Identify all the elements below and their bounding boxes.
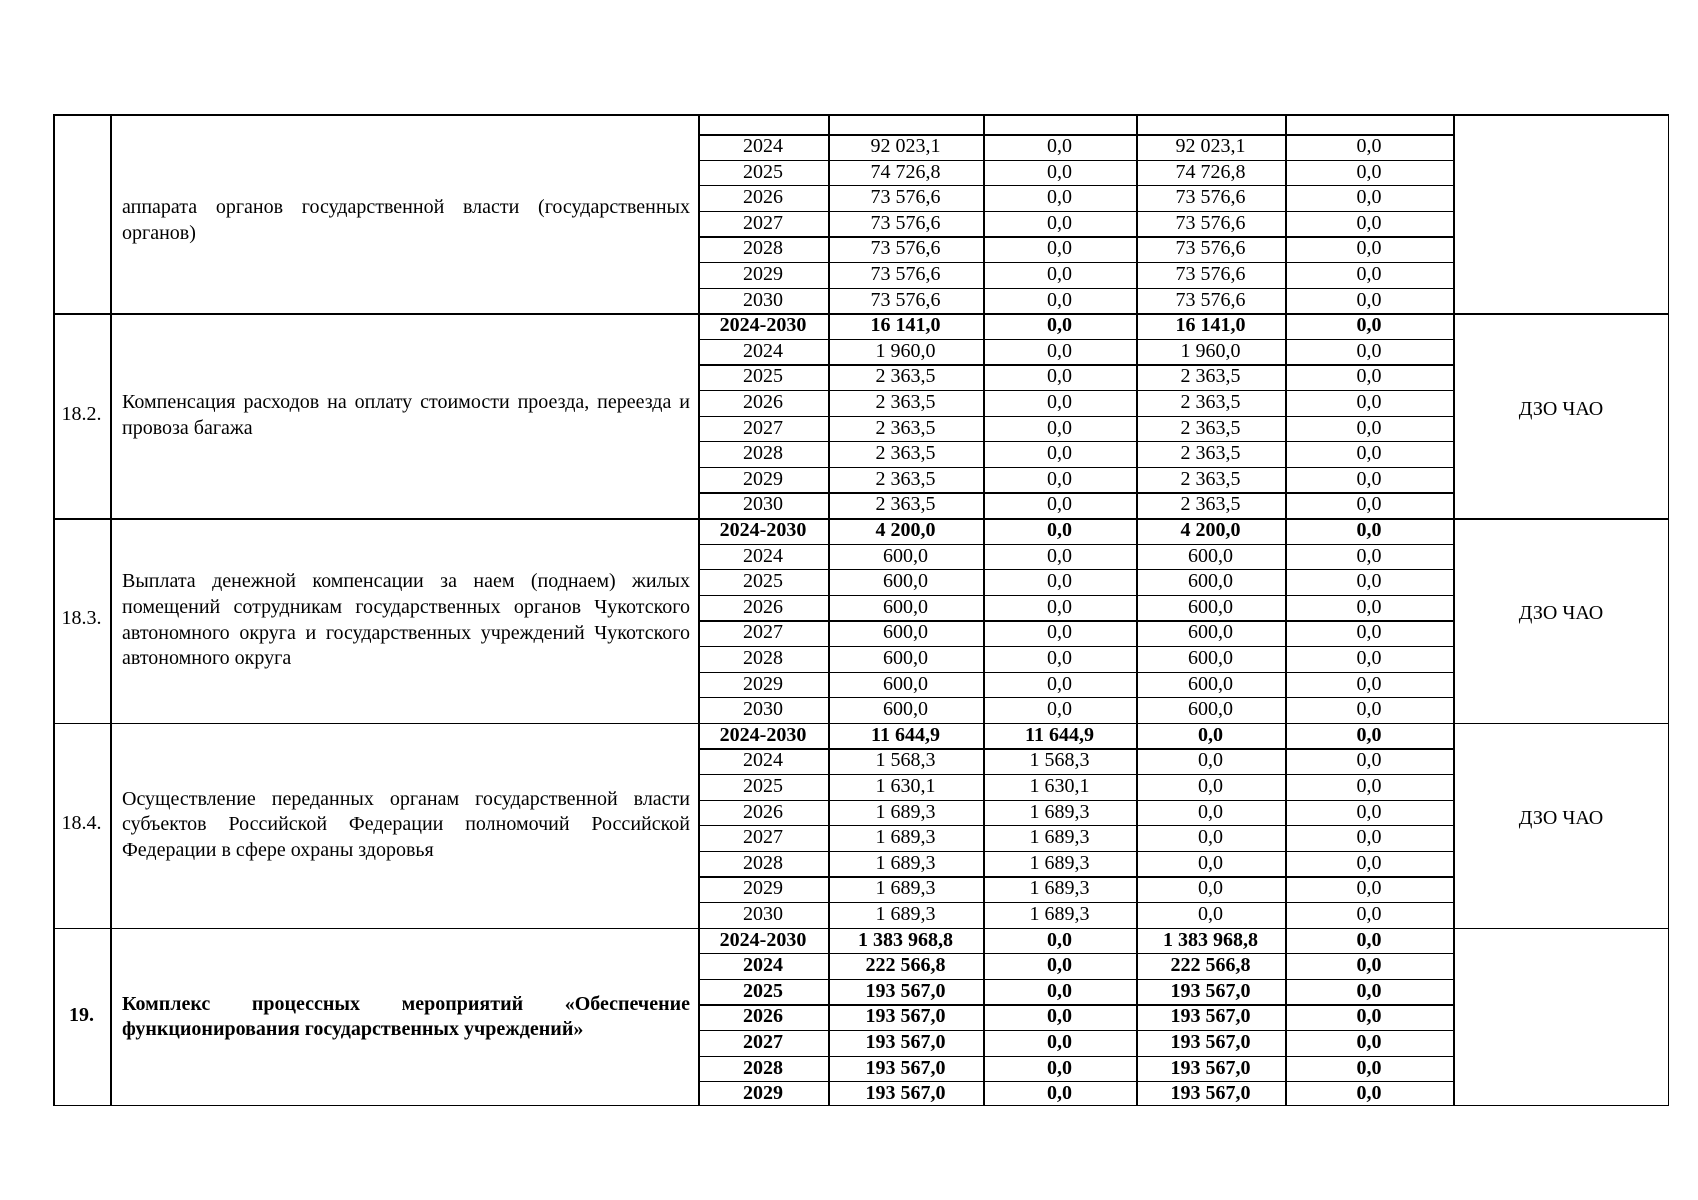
year-cell: 2025	[743, 570, 783, 593]
year-cell: 2024-2030	[719, 723, 807, 746]
amount-cell: 0,0	[1047, 928, 1072, 951]
amount-cell: 222 566,8	[1170, 954, 1251, 977]
amount-cell: 0,0	[1047, 391, 1072, 413]
year-cell: 2030	[743, 288, 783, 311]
year-cell: 2025	[743, 775, 783, 797]
year-cell: 2026	[743, 800, 783, 823]
measure-description: аппарата органов государственной власти (государственных органов)	[122, 196, 690, 244]
amount-cell: 222 566,8	[865, 954, 946, 977]
amount-cell: 0,0	[1047, 1031, 1072, 1053]
amount-cell: 73 576,6	[870, 288, 941, 311]
amount-cell: 193 567,0	[865, 1082, 946, 1105]
amount-cell: 193 567,0	[865, 1031, 946, 1053]
amount-cell: 600,0	[883, 672, 928, 695]
amount-cell: 0,0	[1047, 698, 1072, 721]
amount-cell: 73 576,6	[1175, 186, 1246, 209]
amount-cell: 0,0	[1047, 672, 1072, 695]
amount-cell: 0,0	[1047, 595, 1072, 618]
amount-cell: 16 141,0	[870, 314, 941, 337]
amount-cell: 0,0	[1356, 237, 1382, 260]
row-number: 18.2.	[61, 402, 102, 425]
amount-cell: 92 023,1	[870, 135, 941, 157]
amount-cell: 1 383 968,8	[1163, 928, 1258, 951]
amount-cell: 1 568,3	[1029, 749, 1090, 772]
amount-cell: 1 960,0	[875, 339, 936, 362]
year-cell: 2029	[743, 467, 783, 490]
year-cell: 2026	[743, 1005, 783, 1028]
amount-cell: 2 363,5	[875, 442, 936, 465]
year-cell: 2029	[743, 672, 783, 695]
year-cell: 2024-2030	[719, 928, 807, 951]
year-cell: 2024	[743, 954, 783, 977]
amount-cell: 0,0	[1198, 723, 1223, 746]
amount-cell: 0,0	[1047, 288, 1072, 311]
amount-cell: 0,0	[1047, 135, 1072, 157]
amount-cell: 600,0	[1188, 544, 1233, 567]
amount-cell: 0,0	[1356, 749, 1382, 772]
amount-cell: 0,0	[1047, 339, 1072, 362]
table-border-top	[53, 114, 1669, 116]
amount-cell: 0,0	[1047, 621, 1072, 644]
amount-cell: 0,0	[1047, 979, 1072, 1002]
year-cell: 2030	[743, 698, 783, 721]
amount-cell: 74 726,8	[1175, 160, 1246, 183]
year-cell: 2024	[743, 135, 783, 157]
year-cell: 2028	[743, 237, 783, 260]
measure-description: Осуществление переданных органам государственной власти субъектов Российской Федерации полномочий Российской Федерации в сфере охраны здоровья	[122, 787, 690, 861]
executor-label: ДЗО ЧАО	[1518, 602, 1604, 625]
year-cell: 2029	[743, 877, 783, 900]
amount-cell: 0,0	[1047, 954, 1072, 977]
column-divider	[110, 114, 112, 1106]
amount-cell: 0,0	[1356, 928, 1382, 951]
year-cell: 2025	[743, 979, 783, 1002]
amount-cell: 2 363,5	[1180, 442, 1241, 465]
amount-cell: 2 363,5	[1180, 416, 1241, 439]
amount-cell: 73 576,6	[1175, 288, 1246, 311]
row-number: 18.4.	[61, 812, 102, 835]
amount-cell: 193 567,0	[865, 979, 946, 1002]
amount-cell: 0,0	[1047, 544, 1072, 567]
amount-cell: 0,0	[1047, 314, 1072, 337]
amount-cell: 0,0	[1047, 442, 1072, 465]
amount-cell: 2 363,5	[1180, 493, 1241, 516]
amount-cell: 1 689,3	[875, 903, 936, 925]
amount-cell: 600,0	[883, 595, 928, 618]
amount-cell: 0,0	[1047, 1082, 1072, 1105]
amount-cell: 73 576,6	[1175, 211, 1246, 234]
amount-cell: 600,0	[883, 698, 928, 721]
year-cell: 2030	[743, 903, 783, 925]
amount-cell: 0,0	[1356, 1031, 1382, 1053]
year-cell: 2028	[743, 851, 783, 874]
amount-cell: 0,0	[1356, 416, 1382, 439]
amount-cell: 193 567,0	[1170, 1031, 1251, 1053]
amount-cell: 0,0	[1047, 186, 1072, 209]
amount-cell: 1 630,1	[875, 775, 936, 797]
year-cell: 2027	[743, 211, 783, 234]
amount-cell: 4 200,0	[1180, 519, 1241, 541]
year-cell: 2027	[743, 1031, 783, 1053]
amount-cell: 0,0	[1356, 570, 1382, 593]
amount-cell: 0,0	[1198, 800, 1223, 823]
amount-cell: 0,0	[1356, 160, 1382, 183]
year-cell: 2028	[743, 1056, 783, 1079]
amount-cell: 600,0	[1188, 570, 1233, 593]
amount-cell: 2 363,5	[875, 416, 936, 439]
amount-cell: 2 363,5	[875, 467, 936, 490]
row-number: 19.	[69, 1004, 94, 1027]
amount-cell: 0,0	[1356, 851, 1382, 874]
year-cell: 2030	[743, 493, 783, 516]
amount-cell: 2 363,5	[875, 391, 936, 413]
amount-cell: 0,0	[1047, 365, 1072, 388]
amount-cell: 1 689,3	[875, 826, 936, 849]
amount-cell: 600,0	[1188, 672, 1233, 695]
amount-cell: 0,0	[1356, 647, 1382, 669]
amount-cell: 1 960,0	[1180, 339, 1241, 362]
amount-cell: 600,0	[1188, 621, 1233, 644]
amount-cell: 600,0	[883, 570, 928, 593]
amount-cell: 0,0	[1356, 365, 1382, 388]
amount-cell: 92 023,1	[1175, 135, 1246, 157]
year-cell: 2026	[743, 391, 783, 413]
measure-description: Выплата денежной компенсации за наем (поднаем) жилых помещений сотрудникам государственных органов Чукотского автономного округа и государственных учреждений Чукотского автономного округа	[122, 570, 690, 670]
amount-cell: 1 568,3	[875, 749, 936, 772]
amount-cell: 0,0	[1356, 263, 1382, 285]
amount-cell: 1 630,1	[1029, 775, 1090, 797]
amount-cell: 4 200,0	[875, 519, 936, 541]
amount-cell: 0,0	[1356, 1056, 1382, 1079]
amount-cell: 73 576,6	[870, 211, 941, 234]
amount-cell: 16 141,0	[1175, 314, 1246, 337]
amount-cell: 0,0	[1047, 237, 1072, 260]
year-cell: 2027	[743, 621, 783, 644]
amount-cell: 0,0	[1356, 135, 1382, 157]
measure-description: Компенсация расходов на оплату стоимости проезда, переезда и провоза багажа	[122, 391, 690, 439]
amount-cell: 73 576,6	[1175, 263, 1246, 285]
amount-cell: 0,0	[1356, 1082, 1382, 1105]
budget-table	[53, 114, 1669, 1106]
amount-cell: 0,0	[1047, 160, 1072, 183]
amount-cell: 0,0	[1047, 519, 1072, 541]
amount-cell: 0,0	[1047, 211, 1072, 234]
amount-cell: 0,0	[1198, 851, 1223, 874]
amount-cell: 1 689,3	[1029, 851, 1090, 874]
amount-cell: 0,0	[1047, 1005, 1072, 1028]
executor-label: ДЗО ЧАО	[1518, 807, 1604, 830]
year-cell: 2026	[743, 595, 783, 618]
amount-cell: 74 726,8	[870, 160, 941, 183]
amount-cell: 0,0	[1047, 647, 1072, 669]
amount-cell: 0,0	[1047, 467, 1072, 490]
amount-cell: 2 363,5	[1180, 391, 1241, 413]
amount-cell: 600,0	[883, 621, 928, 644]
amount-cell: 0,0	[1198, 749, 1223, 772]
amount-cell: 600,0	[1188, 647, 1233, 669]
amount-cell: 11 644,9	[1025, 723, 1094, 746]
amount-cell: 11 644,9	[871, 723, 940, 746]
amount-cell: 0,0	[1198, 877, 1223, 900]
amount-cell: 0,0	[1356, 595, 1382, 618]
year-cell: 2025	[743, 365, 783, 388]
amount-cell: 600,0	[1188, 698, 1233, 721]
amount-cell: 0,0	[1356, 442, 1382, 465]
amount-cell: 193 567,0	[865, 1005, 946, 1028]
amount-cell: 1 689,3	[875, 877, 936, 900]
amount-cell: 0,0	[1047, 570, 1072, 593]
amount-cell: 193 567,0	[1170, 979, 1251, 1002]
amount-cell: 0,0	[1047, 416, 1072, 439]
amount-cell: 600,0	[883, 647, 928, 669]
amount-cell: 2 363,5	[875, 365, 936, 388]
year-cell: 2026	[743, 186, 783, 209]
amount-cell: 73 576,6	[1175, 237, 1246, 260]
year-cell: 2024-2030	[719, 519, 807, 541]
amount-cell: 193 567,0	[1170, 1056, 1251, 1079]
amount-cell: 0,0	[1198, 826, 1223, 849]
year-cell: 2024-2030	[719, 314, 807, 337]
year-cell: 2025	[743, 160, 783, 183]
amount-cell: 0,0	[1356, 903, 1382, 925]
year-cell: 2024	[743, 544, 783, 567]
year-cell: 2028	[743, 647, 783, 669]
amount-cell: 0,0	[1356, 954, 1382, 977]
year-cell: 2027	[743, 826, 783, 849]
amount-cell: 0,0	[1047, 493, 1072, 516]
amount-cell: 73 576,6	[870, 186, 941, 209]
amount-cell: 2 363,5	[1180, 365, 1241, 388]
amount-cell: 0,0	[1356, 314, 1382, 337]
row-number: 18.3.	[61, 607, 102, 630]
amount-cell: 0,0	[1356, 877, 1382, 900]
amount-cell: 1 383 968,8	[858, 928, 953, 951]
amount-cell: 0,0	[1356, 826, 1382, 849]
amount-cell: 1 689,3	[1029, 800, 1090, 823]
amount-cell: 0,0	[1356, 698, 1382, 721]
amount-cell: 73 576,6	[870, 263, 941, 285]
amount-cell: 0,0	[1356, 211, 1382, 234]
amount-cell: 1 689,3	[1029, 877, 1090, 900]
amount-cell: 0,0	[1356, 621, 1382, 644]
year-cell: 2029	[743, 263, 783, 285]
year-cell: 2028	[743, 442, 783, 465]
amount-cell: 193 567,0	[1170, 1082, 1251, 1105]
amount-cell: 0,0	[1356, 800, 1382, 823]
amount-cell: 1 689,3	[1029, 826, 1090, 849]
amount-cell: 0,0	[1198, 903, 1223, 925]
amount-cell: 0,0	[1356, 544, 1382, 567]
amount-cell: 0,0	[1356, 519, 1382, 541]
year-cell: 2024	[743, 339, 783, 362]
amount-cell: 0,0	[1356, 467, 1382, 490]
amount-cell: 0,0	[1356, 723, 1382, 746]
amount-cell: 600,0	[1188, 595, 1233, 618]
measure-description: Комплекс процессных мероприятий «Обеспечение функционирования государственных учреждений»	[122, 992, 690, 1041]
amount-cell: 0,0	[1047, 1056, 1072, 1079]
amount-cell: 600,0	[883, 544, 928, 567]
amount-cell: 0,0	[1356, 979, 1382, 1002]
amount-cell: 0,0	[1198, 775, 1223, 797]
amount-cell: 0,0	[1356, 288, 1382, 311]
amount-cell: 0,0	[1356, 186, 1382, 209]
year-cell: 2024	[743, 749, 783, 772]
amount-cell: 0,0	[1356, 672, 1382, 695]
executor-label: ДЗО ЧАО	[1518, 397, 1604, 420]
amount-cell: 2 363,5	[1180, 467, 1241, 490]
amount-cell: 0,0	[1356, 339, 1382, 362]
amount-cell: 193 567,0	[865, 1056, 946, 1079]
amount-cell: 73 576,6	[870, 237, 941, 260]
amount-cell: 0,0	[1047, 263, 1072, 285]
year-cell: 2029	[743, 1082, 783, 1105]
amount-cell: 1 689,3	[875, 800, 936, 823]
amount-cell: 1 689,3	[875, 851, 936, 874]
amount-cell: 2 363,5	[875, 493, 936, 516]
amount-cell: 0,0	[1356, 493, 1382, 516]
amount-cell: 193 567,0	[1170, 1005, 1251, 1028]
amount-cell: 0,0	[1356, 1005, 1382, 1028]
year-cell: 2027	[743, 416, 783, 439]
amount-cell: 1 689,3	[1029, 903, 1090, 925]
amount-cell: 0,0	[1356, 391, 1382, 413]
amount-cell: 0,0	[1356, 775, 1382, 797]
